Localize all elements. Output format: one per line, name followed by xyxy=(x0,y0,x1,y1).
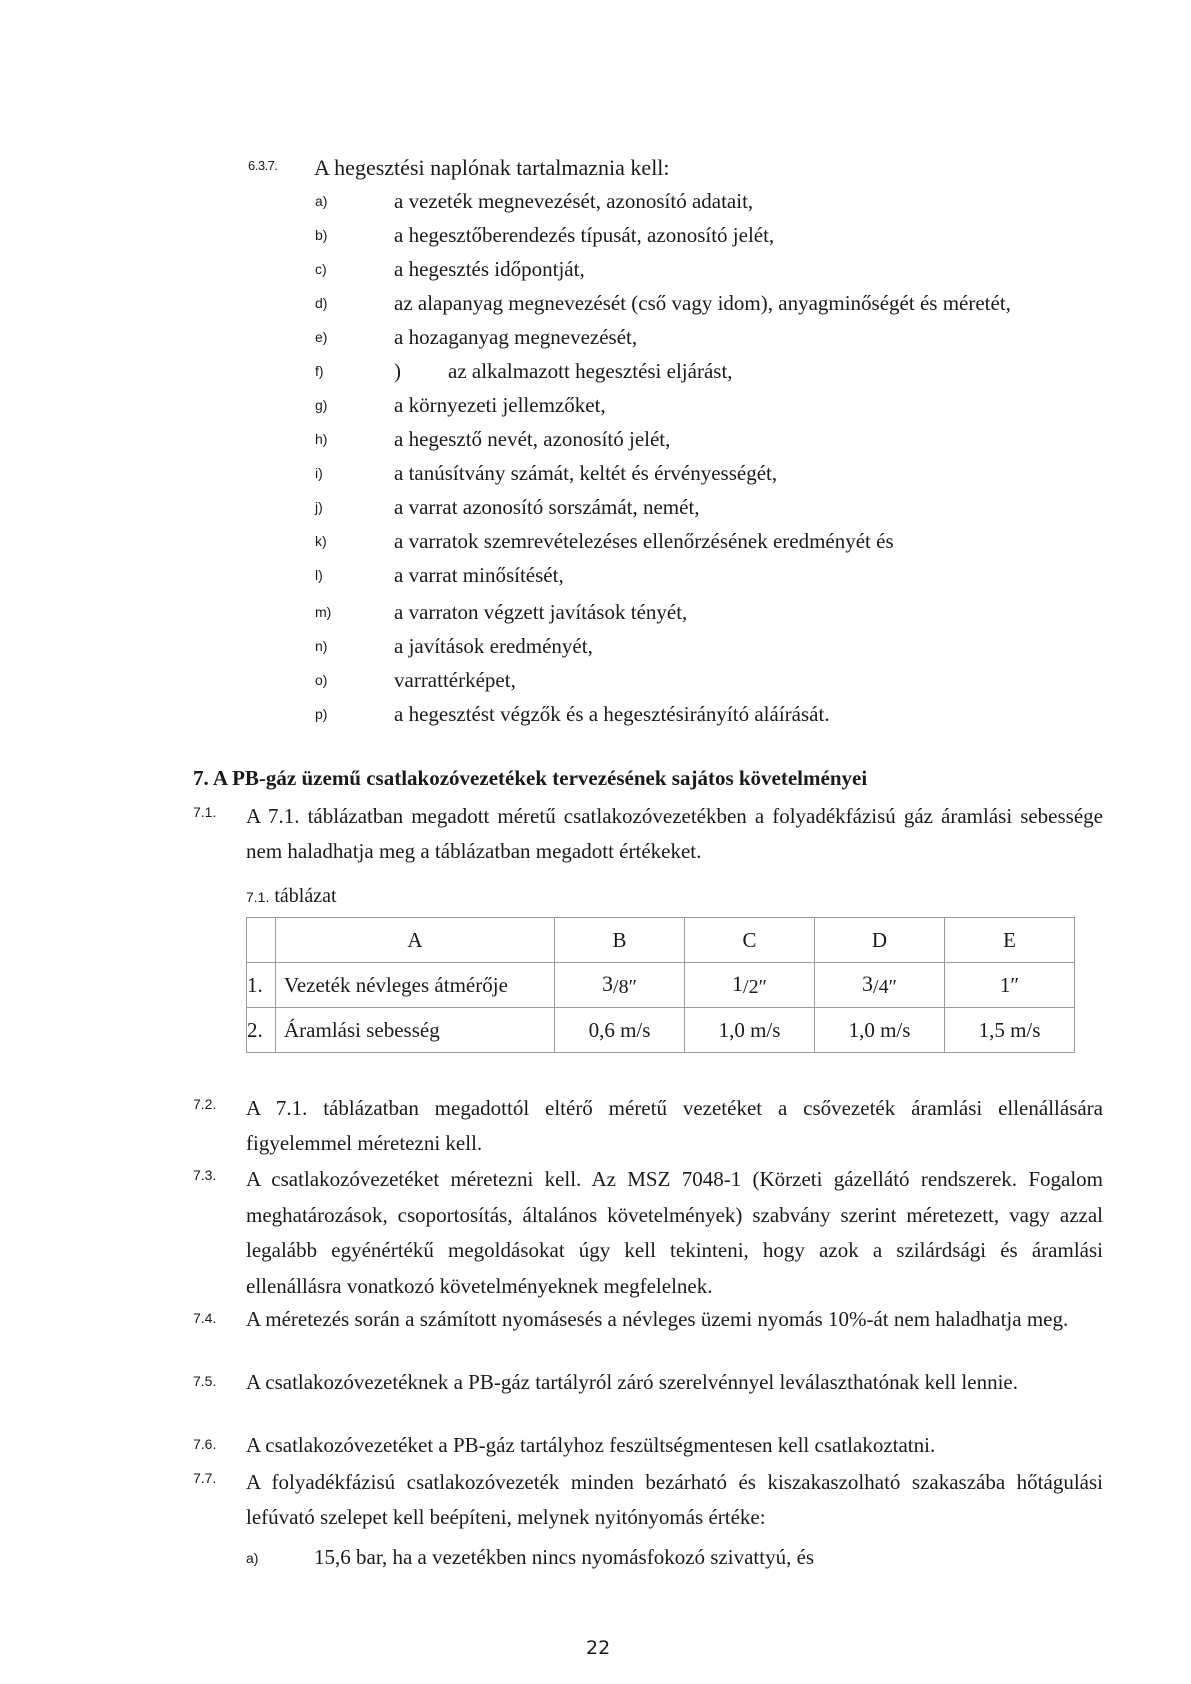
list-item xyxy=(0,668,1191,698)
list-text: a varrat minősítését, xyxy=(394,563,564,587)
paragraph-7-5 xyxy=(193,1368,1103,1426)
list-text: 15,6 bar, ha a vezetékben nincs nyomásfokozó szivattyú, és xyxy=(314,1545,815,1569)
list-letter: p) xyxy=(315,706,328,722)
list-letter: l) xyxy=(315,567,323,583)
paragraph-number: 7.2. xyxy=(193,1096,217,1112)
list-item xyxy=(0,257,1191,287)
list-item xyxy=(0,702,1191,732)
paragraph-7-6 xyxy=(193,1431,1103,1461)
table-cell: 1″ xyxy=(945,963,1075,1008)
section-7-heading: 7. A PB-gáz üzemű csatlakozóvezetékek tervezésének sajátos követelményei xyxy=(193,766,868,790)
list-text: a hegesztést végzők és a hegesztésirányító aláírását. xyxy=(394,702,830,726)
paragraph-text: A folyadékfázisú csatlakozóvezeték minden bezárható és kiszakaszolható szakaszába hőtágulási lefúvató szelepet kell beépíteni, melynek nyitónyomás értéke: xyxy=(246,1470,1103,1529)
list-letter: i) xyxy=(315,465,323,481)
list-text: a vezeték megnevezését, azonosító adatait, xyxy=(394,189,754,213)
table-header-cell: B xyxy=(555,918,685,963)
list-letter: a) xyxy=(315,193,328,209)
table-row xyxy=(247,1008,1075,1053)
list-letter: m) xyxy=(315,604,332,620)
list-letter: j) xyxy=(315,499,323,515)
paragraph-number: 7.4. xyxy=(193,1310,217,1326)
list-text: varrattérképet, xyxy=(394,668,516,692)
list-item xyxy=(0,325,1191,355)
list-item xyxy=(0,634,1191,664)
table-header-cell: D xyxy=(815,918,945,963)
paragraph-7-3 xyxy=(193,1162,1103,1302)
fraction-denominator: /8″ xyxy=(613,976,637,998)
table-cell xyxy=(685,963,815,1008)
section-title: A hegesztési naplónak tartalmaznia kell: xyxy=(314,155,670,180)
list-paren: ) xyxy=(394,359,401,383)
row-number: 2. xyxy=(247,1008,276,1053)
list-text: a hozaganyag megnevezését, xyxy=(394,325,638,349)
list-item xyxy=(0,189,1191,219)
table-caption-number: 7.1. xyxy=(246,889,270,905)
list-text: a hegesztő nevét, azonosító jelét, xyxy=(394,427,671,451)
table-cell: 0,6 m/s xyxy=(555,1008,685,1053)
table-cell xyxy=(815,963,945,1008)
fraction-numerator: 1 xyxy=(732,971,744,996)
list-item xyxy=(0,563,1191,593)
list-text: a varrat azonosító sorszámát, nemét, xyxy=(394,495,700,519)
paragraph-text: A 7.1. táblázatban megadottól eltérő méretű vezetéket a csővezeték áramlási ellenállására figyelemmel méretezni kell. xyxy=(246,1096,1103,1155)
table-cell: 1,5 m/s xyxy=(945,1008,1075,1053)
fraction-numerator: 3 xyxy=(602,971,614,996)
table-caption-text: táblázat xyxy=(269,885,337,907)
list-item xyxy=(0,427,1191,457)
table-cell: 1,0 m/s xyxy=(685,1008,815,1053)
table-header-cell: C xyxy=(685,918,815,963)
paragraph-text: A 7.1. táblázatban megadott méretű csatlakozóvezetékben a folyadékfázisú gáz áramlási sebessége nem haladhatja meg a táblázatban megadott értékeket. xyxy=(246,804,1103,863)
list-letter: n) xyxy=(315,638,328,654)
list-letter: h) xyxy=(315,431,328,447)
fraction-denominator: /2″ xyxy=(743,976,767,998)
list-item xyxy=(0,359,1191,389)
paragraph-text: A csatlakozóvezetéket méretezni kell. Az MSZ 7048-1 (Körzeti gázellátó rendszerek. Fogalom meghatározások, csoportosítás, általános követelmények) szabvány szerint méretezett, vagy azzal legalább egyénértékű megoldásokat úgy kell tekinteni, hogy azok a szilárdsági és áramlási ellenállásra vonatkozó követelményeknek megfelelnek. xyxy=(246,1167,1103,1298)
list-text: az alapanyag megnevezését (cső vagy idom), anyagminőségét és méretét, xyxy=(394,291,1011,315)
table-caption xyxy=(246,885,337,908)
list-item xyxy=(0,223,1191,253)
list-text: a varratok szemrevételezéses ellenőrzésének eredményét és xyxy=(394,529,894,553)
list-item xyxy=(246,1545,1146,1573)
table-cell xyxy=(555,963,685,1008)
paragraph-7-4 xyxy=(193,1305,1103,1363)
list-text: a környezeti jellemzőket, xyxy=(394,393,606,417)
list-letter: o) xyxy=(315,672,328,688)
list-letter: e) xyxy=(315,329,328,345)
row-label: Vezeték névleges átmérője xyxy=(276,963,555,1008)
table-header-row xyxy=(247,918,1075,963)
row-number: 1. xyxy=(247,963,276,1008)
list-text: a hegesztőberendezés típusát, azonosító jelét, xyxy=(394,223,775,247)
paragraph-number: 7.1. xyxy=(193,804,217,820)
list-letter: c) xyxy=(315,261,327,277)
fraction-numerator: 3 xyxy=(862,971,874,996)
table-cell: 1,0 m/s xyxy=(815,1008,945,1053)
table-cell xyxy=(247,918,276,963)
paragraph-number: 7.5. xyxy=(193,1373,217,1389)
list-item xyxy=(0,495,1191,525)
page-number: 22 xyxy=(586,1637,611,1659)
list-letter: f) xyxy=(315,363,324,379)
list-item xyxy=(0,600,1191,630)
table-header-cell: E xyxy=(945,918,1075,963)
list-letter: b) xyxy=(315,227,328,243)
row-label: Áramlási sebesség xyxy=(276,1008,555,1053)
paragraph-number: 7.7. xyxy=(193,1470,217,1486)
fraction-denominator: /4″ xyxy=(873,976,897,998)
list-text: az alkalmazott hegesztési eljárást, xyxy=(448,359,733,383)
list-text: a hegesztés időpontját, xyxy=(394,257,585,281)
list-text: a tanúsítvány számát, keltét és érvényességét, xyxy=(394,461,778,485)
list-letter: k) xyxy=(315,533,327,549)
paragraph-7-2 xyxy=(193,1091,1103,1157)
list-item xyxy=(0,393,1191,423)
list-text: a javítások eredményét, xyxy=(394,634,593,658)
list-letter: g) xyxy=(315,397,328,413)
list-item xyxy=(0,461,1191,491)
table-7-1 xyxy=(246,917,1075,1053)
paragraph-text: A méretezés során a számított nyomásesés a névleges üzemi nyomás 10%-át nem haladhatja meg. xyxy=(246,1307,1069,1331)
paragraph-7-1 xyxy=(193,799,1103,861)
list-letter: a) xyxy=(246,1550,259,1566)
list-text: a varraton végzett javítások tényét, xyxy=(394,600,688,624)
list-item xyxy=(0,291,1191,321)
paragraph-text: A csatlakozóvezetéket a PB-gáz tartályhoz feszültségmentesen kell csatlakoztatni. xyxy=(246,1433,936,1457)
section-number: 6.3.7. xyxy=(248,158,278,173)
list-letter: d) xyxy=(315,295,328,311)
paragraph-text: A csatlakozóvezetéknek a PB-gáz tartályról záró szerelvénnyel leválaszthatónak kell lennie. xyxy=(246,1370,1018,1394)
paragraph-number: 7.3. xyxy=(193,1167,217,1183)
list-item xyxy=(0,529,1191,559)
table-header-cell: A xyxy=(276,918,555,963)
table-row xyxy=(247,963,1075,1008)
paragraph-7-7 xyxy=(193,1465,1103,1535)
paragraph-number: 7.6. xyxy=(193,1436,217,1452)
